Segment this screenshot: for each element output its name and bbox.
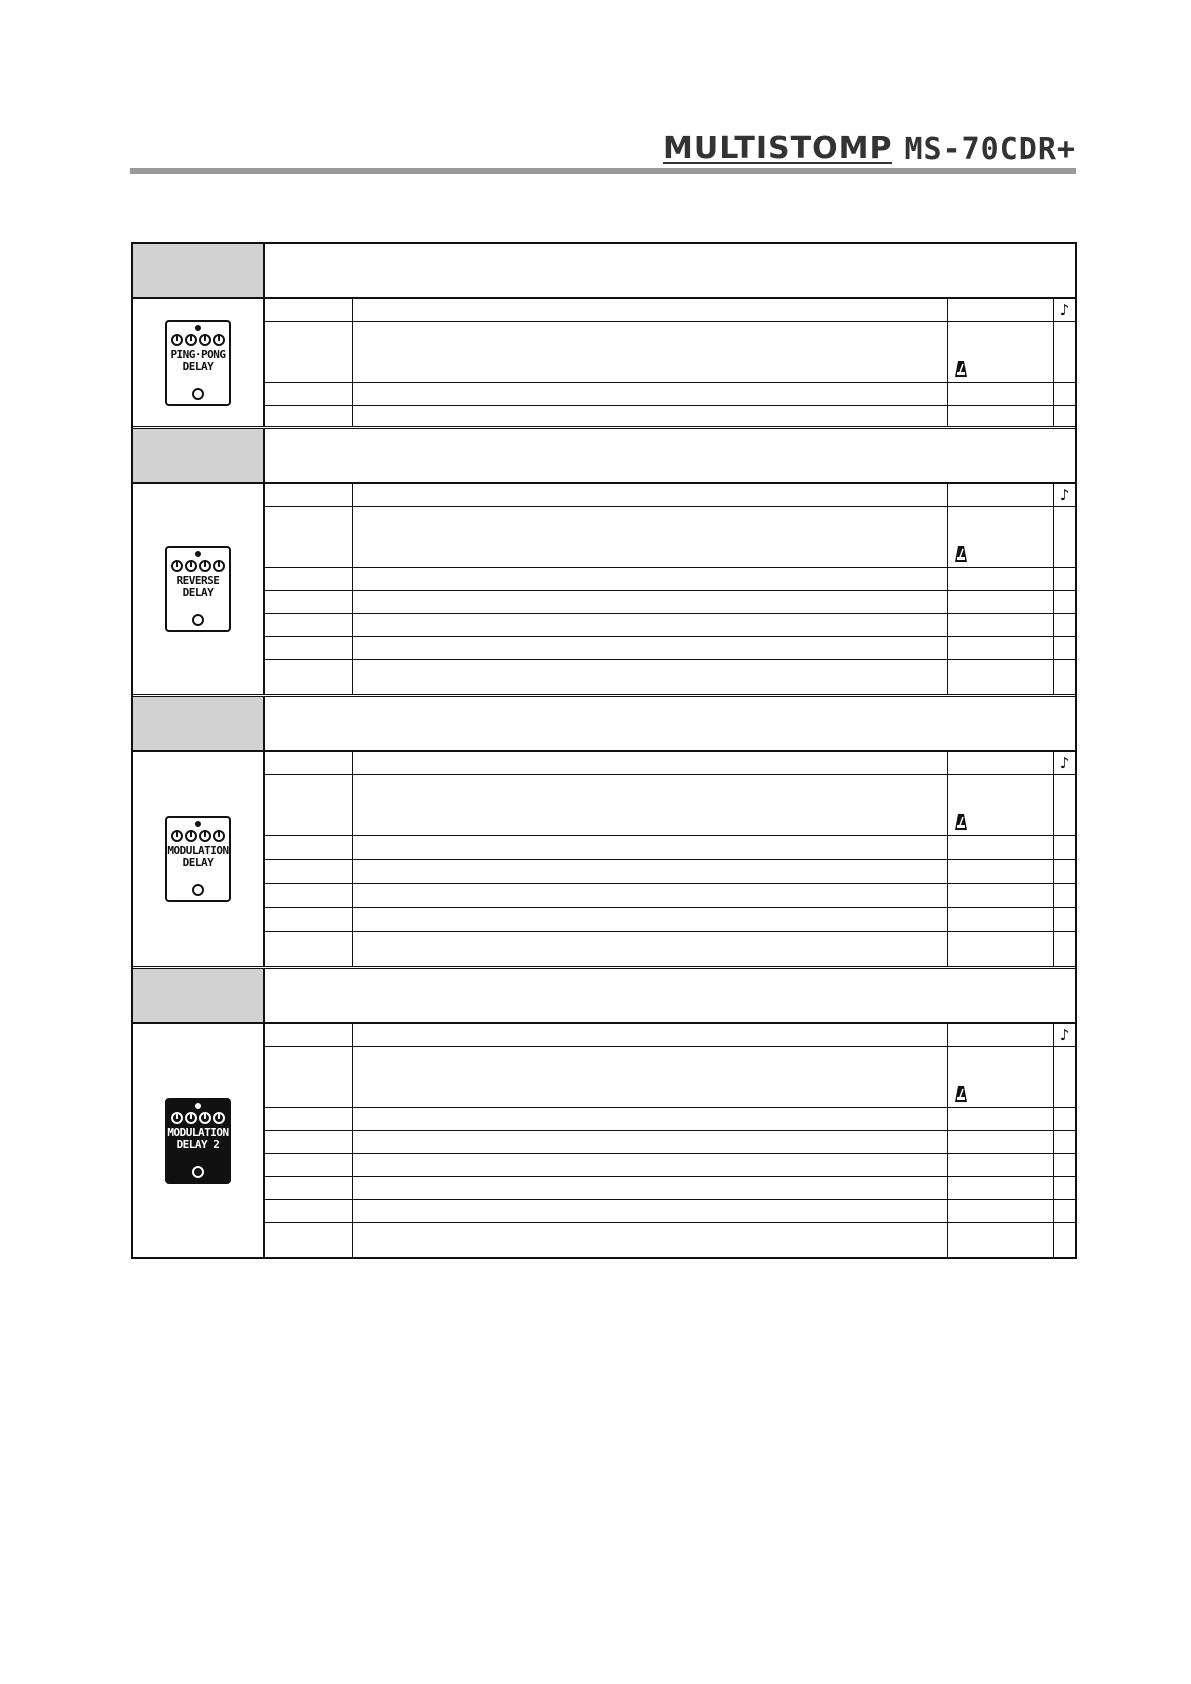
parameter-table (265, 484, 1075, 694)
pedal-icon (165, 1098, 231, 1184)
tempo-sync-cell (1054, 1177, 1075, 1199)
tempo-sync-cell (1054, 1108, 1075, 1130)
parameter-name-cell (265, 568, 353, 590)
tempo-sync-cell (1054, 637, 1075, 659)
knob-icon (185, 560, 197, 572)
parameter-description-cell (353, 908, 948, 931)
parameter-description-cell (353, 836, 948, 859)
parameter-description-cell (353, 1154, 948, 1176)
effect-header (133, 244, 1075, 299)
tempo-sync-cell (1054, 1047, 1075, 1107)
parameter-row (265, 383, 1075, 406)
tempo-sync-cell (1054, 484, 1075, 506)
knob-icon (199, 1112, 211, 1124)
parameter-row (265, 1024, 1075, 1047)
parameter-name-cell (265, 1131, 353, 1153)
parameter-range-cell (948, 1131, 1054, 1153)
parameter-range-cell (948, 484, 1054, 506)
pedal-icon (165, 320, 231, 406)
parameter-name-cell (265, 1047, 353, 1107)
effect-description-cell (265, 697, 1075, 750)
effect-image-cell (133, 484, 265, 694)
knob-icon (171, 1112, 183, 1124)
knob-icon (199, 334, 211, 346)
metronome-icon (954, 545, 968, 563)
tempo-sync-cell (1054, 1200, 1075, 1222)
model-name: MS-70CDR+ (904, 132, 1076, 167)
parameter-row (265, 932, 1075, 966)
effect-image-cell (133, 752, 265, 966)
parameter-description-cell (353, 383, 948, 405)
parameter-description-cell (353, 1177, 948, 1199)
knob-icon (171, 830, 183, 842)
parameter-name-cell (265, 884, 353, 907)
effect-image-cell (133, 1024, 265, 1257)
effect-block (133, 969, 1075, 1257)
knob-row (171, 560, 225, 572)
effects-table (131, 242, 1077, 1259)
parameter-name-cell (265, 1108, 353, 1130)
parameter-name-cell (265, 1024, 353, 1046)
knob-icon (213, 334, 225, 346)
knob-row (171, 830, 225, 842)
parameter-range-cell (948, 932, 1054, 966)
parameter-row (265, 406, 1075, 426)
parameter-description-cell (353, 1047, 948, 1107)
tempo-sync-cell (1054, 299, 1075, 321)
parameter-description-cell (353, 637, 948, 659)
tempo-sync-cell (1054, 932, 1075, 966)
parameter-range-cell (948, 637, 1054, 659)
parameter-row (265, 1223, 1075, 1257)
tempo-sync-cell (1054, 1154, 1075, 1176)
parameter-row (265, 484, 1075, 507)
tempo-sync-cell (1054, 860, 1075, 883)
parameter-row (265, 775, 1075, 836)
tempo-sync-cell (1054, 752, 1075, 774)
parameter-name-cell (265, 860, 353, 883)
parameter-row (265, 1154, 1075, 1177)
parameter-name-cell (265, 637, 353, 659)
tempo-sync-cell (1054, 1223, 1075, 1257)
parameter-description-cell (353, 614, 948, 636)
tempo-sync-cell (1054, 507, 1075, 567)
parameter-row (265, 1108, 1075, 1131)
effect-name-cell (133, 969, 265, 1022)
parameter-row (265, 1131, 1075, 1154)
parameter-range-cell (948, 591, 1054, 613)
parameter-description-cell (353, 568, 948, 590)
parameter-description-cell (353, 775, 948, 835)
parameter-range-cell (948, 1177, 1054, 1199)
pedal-label: REVERSE DELAY (176, 574, 220, 599)
effect-description-cell (265, 969, 1075, 1022)
tempo-sync-cell (1054, 836, 1075, 859)
tempo-sync-cell (1054, 908, 1075, 931)
parameter-range-cell (948, 507, 1054, 567)
effect-block (133, 244, 1075, 429)
parameter-row (265, 614, 1075, 637)
effect-image-cell (133, 299, 265, 426)
effect-header (133, 429, 1075, 484)
parameter-range-cell (948, 884, 1054, 907)
parameter-range-cell (948, 1154, 1054, 1176)
parameter-name-cell (265, 1200, 353, 1222)
parameter-description-cell (353, 1108, 948, 1130)
knob-icon (213, 560, 225, 572)
knob-icon (213, 830, 225, 842)
parameter-range-cell (948, 406, 1054, 426)
tempo-sync-cell (1054, 614, 1075, 636)
tempo-sync-cell (1054, 884, 1075, 907)
parameter-name-cell (265, 614, 353, 636)
footswitch-icon (192, 388, 204, 400)
parameter-name-cell (265, 484, 353, 506)
parameter-range-cell (948, 1024, 1054, 1046)
parameter-description-cell (353, 1200, 948, 1222)
parameter-range-cell (948, 614, 1054, 636)
parameter-description-cell (353, 591, 948, 613)
parameter-name-cell (265, 1223, 353, 1257)
metronome-icon (954, 1085, 968, 1103)
parameter-table (265, 299, 1075, 426)
footswitch-icon (192, 1166, 204, 1178)
parameter-row (265, 860, 1075, 884)
parameter-row (265, 507, 1075, 568)
pedal-label: MODULATION DELAY 2 (167, 1125, 229, 1151)
tempo-sync-cell (1054, 775, 1075, 835)
parameter-row (265, 908, 1075, 932)
effect-header (133, 697, 1075, 752)
parameter-row (265, 884, 1075, 908)
parameter-description-cell (353, 299, 948, 321)
parameter-row (265, 1047, 1075, 1108)
brand (663, 132, 1076, 167)
brand-logo: MULTISTOMP (663, 130, 893, 166)
parameter-description-cell (353, 322, 948, 382)
parameter-range-cell (948, 860, 1054, 883)
parameter-row (265, 637, 1075, 660)
effect-name-cell (133, 429, 265, 482)
parameter-name-cell (265, 908, 353, 931)
parameter-row (265, 752, 1075, 775)
parameter-row (265, 299, 1075, 322)
parameter-description-cell (353, 884, 948, 907)
parameter-row (265, 322, 1075, 383)
knob-icon (199, 830, 211, 842)
parameter-description-cell (353, 660, 948, 694)
parameter-name-cell (265, 299, 353, 321)
parameter-range-cell (948, 383, 1054, 405)
parameter-name-cell (265, 775, 353, 835)
parameter-range-cell (948, 1200, 1054, 1222)
parameter-description-cell (353, 1131, 948, 1153)
parameter-name-cell (265, 591, 353, 613)
parameter-name-cell (265, 1154, 353, 1176)
parameter-range-cell (948, 568, 1054, 590)
footswitch-icon (192, 614, 204, 626)
metronome-icon (954, 360, 968, 378)
eighth-note-icon: ♪ (1059, 300, 1070, 319)
parameter-description-cell (353, 752, 948, 774)
pedal-label: PING·PONG DELAY (170, 347, 226, 373)
tempo-sync-cell (1054, 1024, 1075, 1046)
effect-description-cell (265, 244, 1075, 297)
effect-block (133, 429, 1075, 697)
metronome-icon (954, 813, 968, 831)
parameter-row (265, 568, 1075, 591)
parameter-name-cell (265, 383, 353, 405)
parameter-row (265, 660, 1075, 694)
parameter-range-cell (948, 660, 1054, 694)
parameter-row (265, 1200, 1075, 1223)
parameter-range-cell (948, 299, 1054, 321)
knob-icon (185, 830, 197, 842)
tempo-sync-cell (1054, 322, 1075, 382)
effect-description-cell (265, 429, 1075, 482)
knob-icon (171, 560, 183, 572)
led-icon (195, 821, 201, 827)
tempo-sync-cell (1054, 406, 1075, 426)
knob-row (171, 334, 225, 346)
parameter-range-cell (948, 752, 1054, 774)
tempo-sync-cell (1054, 660, 1075, 694)
pedal-label: MODULATION DELAY (167, 844, 229, 869)
parameter-description-cell (353, 932, 948, 966)
parameter-range-cell (948, 1047, 1054, 1107)
parameter-description-cell (353, 1024, 948, 1046)
parameter-range-cell (948, 836, 1054, 859)
parameter-name-cell (265, 660, 353, 694)
knob-icon (213, 1112, 225, 1124)
knob-row (171, 1112, 225, 1124)
tempo-sync-cell (1054, 383, 1075, 405)
eighth-note-icon: ♪ (1059, 753, 1070, 772)
led-icon (195, 1103, 201, 1109)
effect-name-cell (133, 697, 265, 750)
effect-body (133, 299, 1075, 426)
parameter-name-cell (265, 752, 353, 774)
footswitch-icon (192, 884, 204, 896)
parameter-range-cell (948, 908, 1054, 931)
effect-block (133, 697, 1075, 969)
parameter-name-cell (265, 406, 353, 426)
parameter-name-cell (265, 507, 353, 567)
page-header (130, 118, 1076, 174)
parameter-range-cell (948, 775, 1054, 835)
parameter-row (265, 836, 1075, 860)
parameter-name-cell (265, 322, 353, 382)
led-icon (195, 325, 201, 331)
tempo-sync-cell (1054, 1131, 1075, 1153)
parameter-range-cell (948, 1108, 1054, 1130)
eighth-note-icon: ♪ (1059, 485, 1070, 504)
knob-icon (185, 334, 197, 346)
effect-body (133, 752, 1075, 966)
eighth-note-icon: ♪ (1059, 1025, 1070, 1044)
parameter-table (265, 1024, 1075, 1257)
parameter-description-cell (353, 406, 948, 426)
led-icon (195, 551, 201, 557)
parameter-range-cell (948, 1223, 1054, 1257)
tempo-sync-cell (1054, 591, 1075, 613)
parameter-name-cell (265, 836, 353, 859)
parameter-row (265, 591, 1075, 614)
effect-header (133, 969, 1075, 1024)
pedal-icon (165, 816, 231, 902)
tempo-sync-cell (1054, 568, 1075, 590)
effect-name-cell (133, 244, 265, 297)
parameter-name-cell (265, 1177, 353, 1199)
header-rule (130, 168, 1076, 174)
knob-icon (199, 560, 211, 572)
knob-icon (171, 334, 183, 346)
pedal-icon (165, 546, 231, 632)
knob-icon (185, 1112, 197, 1124)
parameter-description-cell (353, 860, 948, 883)
parameter-name-cell (265, 932, 353, 966)
effect-body (133, 1024, 1075, 1257)
parameter-description-cell (353, 484, 948, 506)
parameter-description-cell (353, 507, 948, 567)
parameter-table (265, 752, 1075, 966)
effect-body (133, 484, 1075, 694)
parameter-range-cell (948, 322, 1054, 382)
parameter-description-cell (353, 1223, 948, 1257)
parameter-row (265, 1177, 1075, 1200)
